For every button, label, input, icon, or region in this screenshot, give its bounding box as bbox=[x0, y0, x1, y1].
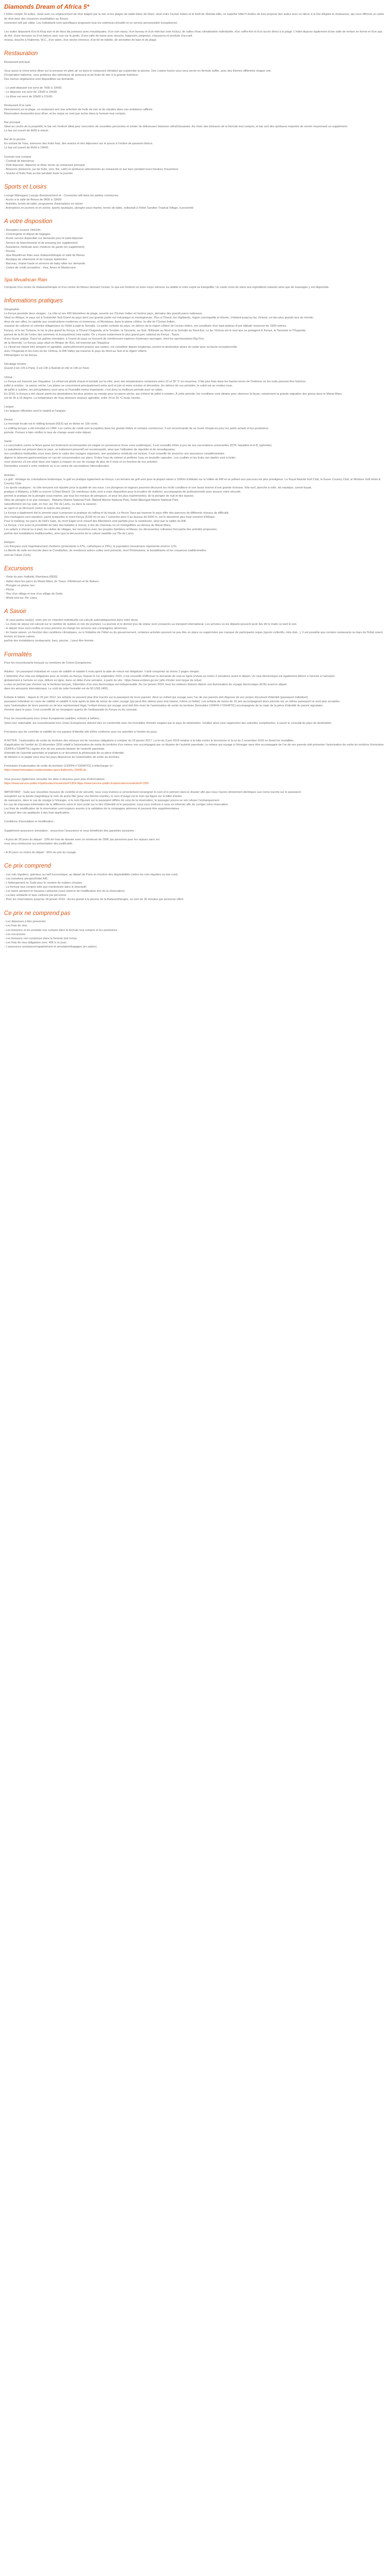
paragraph bbox=[4, 790, 387, 816]
page-title: Diamonds Dream of Africa 5* bbox=[4, 3, 89, 10]
text-line: - Petit déjeuner, déjeuner et dîner servis au restaurant principal bbox=[4, 163, 85, 167]
text-line: - Accès à la salle de fitness de 9h00 à 19h00 bbox=[4, 198, 62, 202]
text-line: - Les frais de visa. bbox=[4, 924, 28, 928]
text-line: Restaurant À la carte bbox=[4, 104, 31, 107]
paragraph bbox=[4, 86, 387, 98]
text-line: - Réception ouverte 24h/24h bbox=[4, 229, 41, 232]
text-line: - Les dépenses à titre personnel. bbox=[4, 920, 46, 924]
section bbox=[4, 277, 387, 290]
text-line: d'identité de l'autorité parentale et joignant à ce document la photocopie de sa pièce d'identité. bbox=[4, 752, 125, 755]
paragraph bbox=[4, 764, 387, 772]
text-line: - Boissons (boissons, jus de fruits, vins, thé, café) et spiritueux sélectionnés au restaurant et aux bars pendant leurs horaires d'ouverture bbox=[4, 167, 178, 171]
text-line: naturellement (en lac salé, en mer, sur l'île de Lamu, ou dans la savane). bbox=[4, 503, 97, 506]
text-line: - Conciergerie et départ de bagages bbox=[4, 233, 51, 236]
text-line: - Le choix de séjour est calculé sur le nombre de nuitées et non de journées. La journée et le dernier jour de séjour sont consacrés au transport international. Les arrivées ou les départs peuvent avoir lieu tôt le matin ou tard le soir. bbox=[4, 623, 297, 626]
sections-container bbox=[4, 12, 387, 949]
text-line: nos conditions habituelles vous avez dans le cadre des voyages organisés, une assistance médicale est incluse. Il est conseillé de souscrire une assurance complémentaire. bbox=[4, 452, 225, 456]
text-line: - En haute saison, en fonction des conditions climatiques, ou à l'initiative de l'hôtel ou du gouvernement, certaines activités peuvent ne pas être en place ou supprimées par manque de participants requis (sports collectifs, mini-club...). Il est possible que certains restaurants ou bars de l'hôtel soient fermés en basse saison. bbox=[4, 631, 383, 639]
paragraph bbox=[4, 155, 387, 176]
text-line: Devise : bbox=[4, 418, 15, 422]
section bbox=[4, 910, 387, 950]
text-line: période. Pensez à bien vérifier le taux de change avant votre départ. bbox=[4, 431, 92, 434]
text-line: Santé : bbox=[4, 439, 13, 443]
text-line: sans l'autorisation de leurs parents ou de leur représentant légal, l'enfant mineur qui voyage seul doit être muni de l'autorisation de sortie du territoire (formulaire CERFA n°15646*01) accompagnée de la copie de la pièce d'identité du parent signataire. bbox=[4, 704, 324, 708]
text-line: avec l'Ouganda et les rives du lac Victoria, le Rift Valley qui traverse le pays du Nord au Sud et la région côtière. bbox=[4, 350, 148, 353]
paragraph bbox=[4, 739, 387, 760]
text-line: - Les transferts aéroport/hôtel A/R. bbox=[4, 877, 48, 880]
text-line: Le Kenya possède deux visages : La côte et ses 400 kilomètres de plage, ouverte sur l'Océan Indien et l'arrière pays, domaine des grands parcs nationaux. bbox=[4, 312, 203, 316]
text-line: • A 30 jours ou moins du départ : 95% du prix du voyage. bbox=[4, 851, 77, 854]
paragraph bbox=[4, 777, 387, 786]
text-line: - Pour les réservations jusqu'au 18 janvier 2019 : Accès gratuit à la piscine de la thalassothérapie, un soin de 30 minutes par personne offert. bbox=[4, 898, 184, 902]
text-line: • A plus de 30 jours du départ : 10% de frais de dossier avec un minimum de 299€ par personne pour les séjours sans vol. bbox=[4, 838, 160, 841]
text-line: juillet à octobre : la saison sèche. Les pluies se concentrent principalement entre avril et juin et entre octobre et décembre. En dehors de ces périodes, le soleil est au rendez-vous. bbox=[4, 384, 233, 387]
paragraph bbox=[4, 920, 387, 949]
text-line: - La taxe solidarité et taxe carbone par personne. bbox=[4, 894, 67, 897]
paragraph bbox=[4, 473, 387, 536]
text-line: - Tour d'un village et tour d'un village de Gede bbox=[4, 592, 63, 596]
paragraph bbox=[4, 661, 387, 665]
text-line: - Safari dans les parcs du Masai Mara, de Tsavo, d'Amboseli et de Nakuru bbox=[4, 580, 99, 583]
text-line: En 2016, le Kenya a été classé parmi les destinations les plus prisées au monde pour la saison sèche, qui s'étend de juillet à octobre. À cette période, les conditions sont idéales pour observer la faune, notamment la grande migration des gnous dans le Masai Mara. bbox=[4, 392, 343, 396]
text-line: - Pêche bbox=[4, 588, 14, 591]
text-line: parfois des installations (restaurants, bars, piscine...) peut être fermée. bbox=[4, 639, 94, 643]
text-line: Les safaris à cheval ou à pied, les visites de villages, les rencontres avec les peuples Samburu et Masaï, les découvertes culinaires font partie des activités proposées. bbox=[4, 528, 218, 531]
text-line: de la diversité. Le Kenya, pays situé en Afrique de l'Est, est traversé par l'équateur. bbox=[4, 341, 110, 345]
text-line: deux de ses villes, la capitale aux constructions modernes et immenses, et Mombasa, dans la plaine côtière, la ville de l'Océan Indien. bbox=[4, 320, 176, 324]
section-heading: A Savoir bbox=[4, 608, 27, 615]
text-line: - Cartes de crédit acceptées : Visa, Amex et Mastercard. bbox=[4, 266, 76, 270]
section bbox=[4, 184, 387, 210]
section bbox=[4, 652, 387, 855]
text-line: Bar principal bbox=[4, 121, 21, 124]
text-line: parfois des installations traditionnelles, ainsi que la découverte de la culture swahilie sur l'île de Lamu. bbox=[4, 532, 135, 536]
text-line: - Snacks et fruits frais au bar pendant toute la journée bbox=[4, 172, 73, 176]
section-heading: Ce prix comprend bbox=[4, 862, 51, 869]
paragraph bbox=[4, 439, 387, 469]
text-line: Des menus végétariens sont disponibles sur demande. bbox=[4, 78, 75, 81]
text-line: passeport individuel en cours de validité et valable 6 mois après la date de retour de votre voyage (qui peut être obtenu pour tout mineur, même un bébé). Les enfants de moins de 16 ans accompagnant leurs parents sur un même passeport ne sont plus acceptés. bbox=[4, 700, 340, 704]
text-line: Décalage horaire : bbox=[4, 363, 28, 366]
text-line: - Les boissons non comprises dans la formule tout inclus. bbox=[4, 937, 78, 940]
text-line: Formule tout compris bbox=[4, 155, 31, 159]
text-line: Restaurant principal bbox=[4, 60, 30, 64]
text-line: Vous pouvez également consulter les sites ci-dessous pour plus d'informations : bbox=[4, 777, 106, 781]
paragraph bbox=[4, 820, 387, 824]
text-line: d'application de l'arrêté du 13 décembre 2016 relatif à l'autorisation de sortie du territoire d'un mineur non accompagné par un titulaire de l'autorité parentale. Le mineur qui voyage à l'étranger sans être accompagné de l'un de ses parents doit présenter l'autorisation de sortie du territoire (formulaire CERFA n°15646*01) signée d'un de ses parents titulaire de l'autorité parentale. bbox=[4, 743, 384, 751]
text-line: pratique à Watamu, à Kilifi ou encore à Diani Beach. De nombreux clubs sont à votre disposition pour la location de matériel, accompagnés de professionnels pour assurer votre sécurité. bbox=[4, 490, 241, 494]
text-line: Le paludisme est présent dans le pays, un traitement préventif est recommandé, ainsi que l'utilisation de répulsifs et de moustiquaires. bbox=[4, 448, 176, 452]
text-line: de naissance, dans le cas de voyage à l'étranger, si le nom figurant sur le passeport diffère de celui de la réservation, le passager pourra se voir refuser l'embarquement. bbox=[4, 799, 220, 802]
text-line: - Assistance médicale avec médecin de garde (en supplément) bbox=[4, 245, 85, 249]
text-line: du thé, d'une terrasse ou d'un balcon avec vue sur le jardin, d'une salle de bains avec douche, baignoire, peignoirs, chaussons et produits d'accueil. bbox=[4, 34, 193, 38]
paragraph bbox=[4, 121, 387, 133]
text-line: - Les boissons et les produits non compris dans la formule tout compris et les pourboires. bbox=[4, 928, 118, 932]
text-line: Langue : bbox=[4, 405, 15, 409]
text-line: Formulaire d'autorisation de sortie du territoire (CERFA n°15646*01) à télécharger ici : bbox=[4, 765, 114, 768]
text-line: Le climat est réputé être tempéré et agréable, particulièrement propice aux safaris, est considéré depuis longtemps comme la destination phare du safari pour sa faune exceptionnelle. bbox=[4, 345, 238, 349]
paragraph bbox=[4, 308, 387, 358]
section bbox=[4, 298, 387, 557]
text-line: Activités : bbox=[4, 473, 17, 477]
paragraph bbox=[4, 194, 387, 210]
text-line: d'une faune unique. Dans les parties orientales, à l'ouest du pays se trouvent de nombreuses espèces d'animaux sauvages, dont les spectaculaires Big Five. bbox=[4, 337, 205, 341]
link[interactable]: https://www.service-public.fr/particuliers/vosdroits/F1359 https://www.service-public.fr/particuliers/vosdroits/F1359 bbox=[4, 782, 149, 785]
text-line: Les suites disposent d'un lit King size et de deux lits jumeaux avec moustiquaire, d'un coin repos, d'un bureau et d'un mini-bar (non inclus), de salles d'eau climatisation individuelle, d'un coffre-fort et d'un accès direct à la plage. L'hôtel dispose également d'une salle de remise en forme et d'un spa. bbox=[4, 30, 383, 33]
paragraph bbox=[4, 285, 387, 290]
text-line: La vaccination contre la fièvre jaune est fortement recommandée (et exigée en provenance d'une zone endémique). Il est conseillé d'être à jour de ses vaccinations universelles (DTP, hépatites A et B, typhoïde). bbox=[4, 444, 272, 447]
text-line: sont de l'islam (11%). bbox=[4, 553, 31, 557]
text-line: Situé en Afrique, le pays est à l'extrémité Sud-Ouest du pays dont une grande partie est volcanique et montagneuse. Plus à l'Ouest, les Highlands, région cosmopolite et élevée, s'étalent jusqu'au lac Victoria, un des plus grands lacs du monde. bbox=[4, 316, 314, 320]
paragraph bbox=[4, 829, 387, 833]
link[interactable]: https://www.formulaires.modernisation.gouv.fr/gf/cerfa_15646.do bbox=[4, 769, 87, 772]
text-line: au sport et se découvrir (selon la saison des pluies). bbox=[4, 507, 71, 511]
text-line: La liberté de culte est inscrite dans la Constitution, de nombreux autres cultes sont présents, dont l'hindouisme, le bouddhisme et les croyances traditionnelles. bbox=[4, 549, 207, 553]
text-line: dans les aéroports internationaux. Le coût de cette formalité est de 50 USD (40€). bbox=[4, 687, 109, 690]
text-line: Le Kenya a également été le premier pays à proposer la pratique du rafting et du kayak. Le fleuve Tana qui traverse le pays offre des parcours de différents niveaux de difficulté. bbox=[4, 511, 230, 515]
text-line: vous réservez s'il est situé dans une région à risques en cas de voyage de plus de 6 mois et en fonction de vos activités. bbox=[4, 461, 158, 464]
text-line: En cas de mauvaise information de la différence entre le nom porté sur le titre d'identité et le passeport, nous vous invitons à nous en informer afin de corriger votre réservation. bbox=[4, 803, 229, 807]
paragraph bbox=[4, 851, 387, 855]
text-line: Climat : bbox=[4, 376, 14, 379]
text-line: Le Kenya, c'est aussi la possibilité de faire des balades à cheval, à dos de chameau ou en montgolfière au-dessus du Masai Mara. bbox=[4, 523, 171, 527]
text-line: enregistré sur la bande magnétique le nom de jeune fille (pour une femme mariée), le nom d'usage est le nom qui figure sur le billet d'avion. bbox=[4, 794, 183, 798]
text-line: - Cocktail de bienvenue bbox=[4, 159, 35, 163]
text-line: En sortant de l'eau, savourez des fruits frais, des snacks et des déjeuners sur le pouce à l'ombre de parasols blancs. bbox=[4, 142, 153, 146]
text-line: Kenya), et le lac Turkana, le lac le plus grand du Kenya, à l'Ouest l'Ouganda, et le Soudan, la Tanzanie, au Sud, l'Éthiopie au Nord et la Somalie au Nord-Est. Le lac Victoria est le seul que se partagent le Kenya, la Tanzanie et l'Ouganda. bbox=[4, 329, 306, 332]
text-line: - le départ nous sont confiés et nous prenons en charge les services aux compagnies aériennes. bbox=[4, 627, 128, 631]
section bbox=[4, 863, 387, 902]
text-line: d'entrée dans le pays. Il est conseillé de se renseigner auprès de l'ambassade du Kenya ou du consulat. bbox=[4, 708, 138, 712]
section-heading: Spa Mvuafrican Rain bbox=[4, 277, 47, 283]
text-line: - Les frais de visa obligatoire (env. 40€ à ce jour). bbox=[4, 941, 68, 944]
text-line: Pour les ressortissants hors Union Européenne (adultes, enfants & bébés) : bbox=[4, 717, 101, 721]
page-content bbox=[0, 0, 391, 959]
section-heading: Ce prix ne comprend pas bbox=[4, 910, 71, 917]
text-line: - L'hébergement en Suite pour le nombre de nuitées choisies. bbox=[4, 881, 83, 885]
section-heading: Excursions bbox=[4, 565, 34, 572]
text-line: est de 36 à 16 degrés. La température de l'eau demeure toujours agréable, entre 24 et 29 °C toute l'année. bbox=[4, 397, 141, 400]
text-line: - Week-end sur l'île Lamu bbox=[4, 597, 37, 600]
text-line: Conditions d'annulation et modification : bbox=[4, 820, 55, 824]
section-heading: Sports et Loisirs bbox=[4, 184, 47, 191]
paragraph bbox=[4, 717, 387, 725]
text-line: - Boutique de vêtements et de marque éphémère bbox=[4, 258, 67, 261]
text-line: A NOTER : l'autorisation de sortie du territoire des mineurs est de nouveau obligatoire à compter du 15 janvier 2017. La loi du 3 juin 2016 relative à la lutte contre le terrorisme et la loi du 2 novembre 2016 en fixent les modalités. bbox=[4, 739, 295, 742]
paragraph bbox=[4, 405, 387, 413]
section bbox=[4, 218, 387, 270]
text-line: - Spa Msuafrican Rain avec thalassothérapie et salle de fitness bbox=[4, 253, 85, 257]
text-line: permet la pratique de la plongée sous-marine, par tous les niveaux de plongeurs, et pour les plus expérimentés, de la plongée de nuit et des épaves. bbox=[4, 495, 194, 498]
text-line: massive de cultures et colonies villageoises où l'hôtel a jugé la Somalie. La partie centrale du pays, en dehors de la région côtière de l'océan Indien, est constituée d'un haut plateau d'une altitude moyenne de 1500 mètres. bbox=[4, 325, 287, 328]
section-heading: Informations pratiques bbox=[4, 298, 63, 304]
paragraph bbox=[4, 618, 387, 643]
text-line: Les langues officielles sont le swahili et l'anglais. bbox=[4, 410, 67, 413]
text-line: Sites de plongée à ne pas manquer : Watamu Marine National Park, Malindi Marine National Park, Kisite-Mpunguti Marine National Park. bbox=[4, 499, 180, 502]
section-heading: A votre disposition bbox=[4, 218, 53, 225]
section-heading: Formalités bbox=[4, 651, 32, 658]
paragraph bbox=[4, 60, 387, 64]
text-line: Bar de la piscine bbox=[4, 138, 26, 142]
text-line: - Le dîner est servi de 20h00 à 21h30. bbox=[4, 95, 53, 98]
paragraph bbox=[4, 228, 387, 270]
paragraph bbox=[4, 730, 387, 734]
text-line: - Piscine bbox=[4, 249, 15, 253]
paragraph bbox=[4, 418, 387, 434]
text-line: Les frais de modification de la réservation sont toujours soumis à la validation de la compagnie aérienne et peuvent être supplémentaires. bbox=[4, 807, 180, 811]
text-line: Pour le trekking, les parcs de Hell's Gate, du mont Elgon et le massif des Aberdares sont parfaits pour la randonnée, ainsi que la vallée du Rift. bbox=[4, 519, 187, 523]
text-line: Adultes : Un passeport individuel en cours de validité et valable 6 mois après la date de retour est obligatoire. Il doit comporter au moins 2 pages vierges. bbox=[4, 670, 200, 674]
paragraph bbox=[4, 104, 387, 116]
section-heading: Restauration bbox=[4, 50, 38, 57]
section bbox=[4, 12, 387, 42]
section bbox=[4, 566, 387, 600]
paragraph bbox=[4, 30, 387, 42]
text-line: e-visa ne permet pas d'entrer sur le territoire kenyan, l'obtention d'un visa électronique est indispensable. Au 1er janvier 2024, tous les visiteurs doivent obtenir une Autorisation de voyage électronique (ETA) avant le départ. bbox=[4, 683, 288, 686]
text-line: Pour les ressortissants français ou membres de l'Union Européenne. bbox=[4, 662, 92, 665]
text-line: - Service de blanchisserie et de pressing (en supplément) bbox=[4, 241, 78, 245]
text-line: Supplément assurance annulation : souscrivez l'assurance et vous bénéficiez des garanties suivantes : bbox=[4, 829, 136, 833]
text-line: Directement sur la plage, ce restaurant sert une sélection de fruits de mer et de viandes dans une ambiance raffinée. bbox=[4, 108, 154, 111]
paragraph bbox=[4, 376, 387, 401]
text-line: L'hôtel compte 33 suites. Juste avec un emplacement de rêve baigné par la mer et les plages de sable blanc de Diani, situé entre l'océan Indien et la forêt de Shimba Hills, ce superbe hôtel 5 étoiles de luxe propose des suites avec un décor à la fois élégant et chaleureux, qui vous offriront un cadre de rêve pour des vacances inoubliables au Kenya. bbox=[4, 13, 384, 21]
section bbox=[4, 608, 387, 643]
text-line: - Barceau, chaise haute et services de baby-sitter sur demande bbox=[4, 262, 86, 266]
text-line: D'inspiration italienne, vous goûterez des sélections de poissons et de fruits de mer à la grande fraîcheur. bbox=[4, 74, 139, 77]
text-line: - Plongée en pleine mer bbox=[4, 584, 35, 587]
text-line: - Si vous partez seul(e), votre prix en chambre individuelle est calculé automatiquement dans votre devis. bbox=[4, 618, 139, 622]
paragraph bbox=[4, 838, 387, 846]
text-line: digérer le tabouret gastronomique en cas de consommation sur place. Évitez l'eau du robinet et préférez l'eau en bouteille capsulée. Les crudités et les fruits non épelés sont à éviter. bbox=[4, 456, 236, 460]
text-line: de titulaire à ce papier pour tous les pays dépourvus de l'autorisation de sortie du territoire. bbox=[4, 756, 120, 759]
paragraph bbox=[4, 575, 387, 600]
text-line: Ses montagnes sont réputées, parmi lesquelles le mont Kenya (5199 m) et ses 7 sommets dont 3 au-dessus de 5000 m, est le deuxième plus haut sommet d'Afrique. bbox=[4, 515, 216, 519]
text-line: réseau, douche à l'italienne, W.C., d'un salon, d'un sèche-cheveux, d'un kit de toilette, de serviettes de bain et de plage. bbox=[4, 38, 157, 42]
text-line: - Activités, tennis de table, programme d'animations en soirée bbox=[4, 202, 83, 206]
text-line: IMPORTANT : Suite aux nouvelles mesures de contrôle et de sécurité, nous vous invitons à correctement renseigner le nom et le prénom dans le dossier afin que nous l'ayons strictement identiques aux noms inscrits sur le passeport. bbox=[4, 790, 302, 794]
text-line: - Les taxes aéroport et hausses carburant (sous réserve de modification lors de la réservation). bbox=[4, 890, 126, 893]
text-line: vous sera remboursé sur présentation des justificatifs. bbox=[4, 842, 73, 845]
text-line: partout de la fin de l'ordre des sommets et écosystèmes très variés. On y trouve notamment le plus grand parc national du Kenya : Tsavo. bbox=[4, 333, 180, 336]
paragraph bbox=[4, 540, 387, 557]
text-line: Le shilling kenyan a été introduit en 1966. Les cartes de crédit sont acceptées dans les grands hôtels et certains commerces. Il est recommandé de se munir d'espèces pour les petits achats et les pourboires. bbox=[4, 427, 269, 430]
paragraph bbox=[4, 670, 387, 691]
paragraph bbox=[4, 873, 387, 902]
paragraph bbox=[4, 69, 387, 81]
text-line: Géographie : bbox=[4, 308, 21, 311]
text-line: Les Kenyans sont majoritairement chrétiens (protestants à 47%, catholiques à 23%), la population musulmane représente environ 11%. bbox=[4, 545, 177, 549]
text-line: Composé d'un centre de thalassothérapie et d'un centre de fitness donnant l'océan, le spa est l'endroit où votre corps retrouve sa vitalité et votre esprit sa tranquillité. Un vaste choix de soins aux ingrédients naturels ainsi que de massages y est disponible. bbox=[4, 286, 330, 290]
text-line: globalement à l'arrivée en visa, délivré en ligne, dans un délai d'une semaine, à partir du site : https://www.ecitizen.go.ke/ (afin d'éviter tout risque de refus) bbox=[4, 679, 202, 682]
text-line: Les sports nautiques : la côte kenyane est réputée pour la qualité de ses eaux. Les plongeurs et nageurs pourront découvrir les récifs coralliens et une faune marine d'une grande richesse. Kite-surf, planche à voile, ski nautique, canoë-kayak. bbox=[4, 486, 312, 489]
text-line: Quand il est 12h à Paris, il est 13h à Nairobi en été et 14h en hiver. bbox=[4, 367, 90, 370]
text-line: Le bar est ouvert de 9h00 à minuit. bbox=[4, 129, 49, 133]
text-line: La golf : Héritage du colonialisme britannique, le golf se pratique également au Kenya. Les terrains de golf sont pour la plupart situés à 1500m d'altitude sur la Vallée du Rift et se prêtent aux parcours les plus prestigieux. Le Royal Nairobi Golf Club, le Karen Country Club, le Windsor Golf Hotel & Country Club. bbox=[4, 478, 381, 485]
text-line: - L'assurance assistance/rapatriement et annulation/bagages (en option). bbox=[4, 945, 97, 948]
text-line: Enfants & bébés : depuis le 26 juin 2012, les enfants ne peuvent plus être inscrits sur le passeport de leurs parents. Ainsi un enfant qui voyage avec l'un de ses parents doit disposer de son propre document d'identité (passeport individuel). bbox=[4, 696, 309, 700]
text-line: Situé au centre de la propriété, le bar est l'endroit idéal pour rencontrer de nouvelles personnes et siroter de délicieuses boissons rafraîchissantes. Au choix des boissons de la formule tout compris, le bar sert des spiritueux importés de renom moyennant un supplément. bbox=[4, 125, 348, 129]
paragraph bbox=[4, 362, 387, 370]
text-line: la plupart des cas appliqués à des frais applicables. bbox=[4, 811, 70, 815]
text-line: Vous aurez le choix entre dîner sur la terrasse en plein air ou dans le restaurant climatisé qui surplombe la piscine. Une cuisine fusion vous sera servie en formule buffet, avec des thèmes différents chaque soir. bbox=[4, 69, 272, 73]
text-line: Lounge Mahogany Lounge divertissement et - Connexion wifi dans les parties communes bbox=[4, 194, 119, 197]
text-line: La monnaie locale est le shilling kenyan (KES) qui se divise en 100 cents. bbox=[4, 422, 99, 426]
text-line: - Les excursions. bbox=[4, 933, 26, 936]
text-line: Le bar est ouvert de 9h00 à 19h00. bbox=[4, 146, 50, 150]
text-line: Selon leur nationalité, les ressortissants hors Union Européenne doivent être en conformité avec les formalités d'entrée exigées par le pays de destination. Veuillez ainsi vous rapprocher des autorités compétentes, à savoir le consulat du pays de destination. bbox=[4, 721, 332, 725]
text-line: - Le petit déjeuner est servi de 7h00 à 10h00. bbox=[4, 87, 62, 90]
text-line: de juillet à octobre, les précipitations sont rares et l'humidité moins importante, c'est donc la meilleure période pour un safari. bbox=[4, 388, 164, 392]
text-line: Précisions que de contrôler la validité de vos papiers d'identité afin d'être conforme avec les autorités à l'entrée du pays. bbox=[4, 730, 158, 734]
text-line: Le Kenya est traversé par l'équateur. Le climat est plutôt chaud et humide sur la côte, avec des températures comprises entre 22 et 30 °C en moyenne. Il fait plus frais dans les hautes terres de l'intérieur où les nuits peuvent être fraîches. bbox=[4, 380, 306, 383]
text-line: - Les vols réguliers, spéciaux au tarif économique, au départ de Paris en fonction des disponibilités (selon les vols réguliers ou low cost). bbox=[4, 873, 178, 876]
text-line: - Visite du parc Hallwild, Mombasa (6830) bbox=[4, 575, 58, 579]
text-line: - Animations en journée et en soirée, sports nautiques, plongée sous-marine, tennis de table, volleyball à l'hôtel Sandies Tropical Village, à proximité bbox=[4, 207, 193, 210]
paragraph bbox=[4, 12, 387, 25]
text-line: - Le déjeuner est servi de 13h00 à 14h30. bbox=[4, 91, 58, 94]
text-line: - La formule tout compris telle que mentionnée dans le descriptif. bbox=[4, 886, 87, 889]
text-line: - Room service disponible sur demande pour le petit-déjeuner bbox=[4, 237, 83, 241]
text-line: Demandez conseil à votre médecin ou à un centre de vaccinations internationales. bbox=[4, 465, 110, 468]
section bbox=[4, 50, 387, 176]
text-line: Religion : bbox=[4, 541, 17, 545]
paragraph bbox=[4, 138, 387, 150]
paragraph bbox=[4, 696, 387, 712]
text-line: Kilimandjaro vu du Kenya. bbox=[4, 354, 38, 358]
text-line: L'obtention d'un visa est obligatoire pour se rendre au Kenya. Depuis le 1er septembre 2015, il est conseillé d'effectuer la demande de visa en ligne (eVisa) au moins 2 semaines avant le départ. Un visa électronique est également délivré à l'arrivée à l'aéroport. bbox=[4, 674, 335, 678]
text-line: Réservation demandée pour dîner, et les repas ne sont pas inclus dans la formule tout compris. bbox=[4, 112, 126, 115]
text-line: connexion wifi par câble. Les individuels sont spécifiques proposent tous les extérieurs privatifs et un service personnalisé exceptionnel. bbox=[4, 21, 178, 25]
